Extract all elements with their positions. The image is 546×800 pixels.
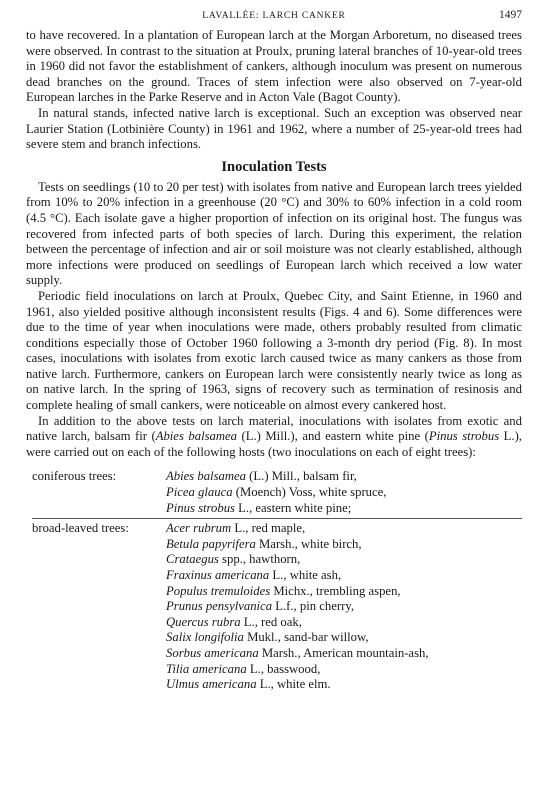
host-list (26, 469, 522, 692)
host-species-item (166, 521, 522, 537)
species-common-name: L., red maple, (231, 521, 306, 536)
host-species-item (166, 568, 522, 584)
text-run: In addition to the above tests on larch material, inoculations with isolates from exotic and native larch, balsam fir ( (26, 413, 522, 444)
species-common-name: L., eastern white pine; (234, 500, 352, 515)
species-name: Acer rubrum (166, 521, 232, 536)
text-run: L.), were carried out on each of the following hosts (two inoculations on each of eight trees): (26, 429, 522, 459)
species-common-name: L., white ash, (269, 568, 342, 582)
species-common-name: spp., hawthorn, (218, 552, 301, 567)
coniferous-label: coniferous trees: (32, 469, 117, 484)
host-species-item (166, 630, 522, 646)
species-name: Sorbus americana (166, 645, 259, 660)
host-species-item (166, 469, 522, 485)
species-name: Crataegus (166, 552, 219, 567)
coniferous-items (166, 469, 522, 516)
host-species-item (166, 501, 522, 517)
species-name: Betula papyrifera (166, 536, 256, 551)
host-species-item (166, 537, 522, 553)
species-name: Fraxinus americana (166, 568, 270, 582)
host-species-item (166, 646, 522, 662)
species-name: Tilia americana (166, 661, 247, 676)
species-common-name: Marsh., white birch, (255, 536, 362, 551)
running-head: LAVALLÉE: LARCH CANKER (202, 11, 346, 21)
paragraph-natural-stands: In natural stands, infected native larch is exceptional. Such an exception was observed near Laurier Station (Lotbinière County) in 1961 and 1962, where a number of 25-year-old trees had severe stem and branch infections. (26, 105, 522, 152)
host-species-item (166, 552, 522, 568)
text-run: (L.) Mill.), and eastern white pine ( (237, 429, 429, 444)
species-name: Pinus strobus (166, 500, 235, 515)
paragraph-plantation-observations: to have recovered. In a plantation of European larch at the Morgan Arboretum, no diseased trees were observed. In contrast to the situation at Proulx, pruning lateral branches of 10-year-old trees in 1960 did not favor the establishment of cankers, although inoculum was present on numerous dead branches on the ground. Traces of stem infection were also observed on 7-year-old European larches in the Parke Reserve and in Acton Vale (Bagot County). (26, 28, 522, 105)
host-species-item (166, 615, 522, 631)
host-species-item (166, 677, 522, 693)
species-name: Picea glauca (166, 485, 233, 500)
species-common-name: Michx., trembling aspen, (270, 583, 401, 598)
species-common-name: L., white elm. (256, 677, 331, 692)
host-species-item (166, 599, 522, 615)
broadleaved-group (26, 521, 522, 693)
species-name: Pinus strobus (428, 429, 500, 444)
species-common-name: L., basswood, (246, 661, 321, 676)
species-name: Abies balsamea (166, 469, 246, 484)
paragraph-seedling-tests: Tests on seedlings (10 to 20 per test) with isolates from native and European larch trees yielded from 10% to 20% infection in a greenhouse (20 °C) and 30% to 60% infection in a cold room (4.5 °C). Each isolate gave a higher proportion of infection on its original host. The fungus was recovered from infected parts of both species of larch. During this experiment, the relation between the percentage of infection and air or soil moisture was not clearly established, although more infections were produced on seedlings of European larch which received a low water supply. (26, 179, 522, 288)
species-name: Populus tremuloides (166, 583, 271, 598)
species-name: Prunus pensylvanica (166, 599, 273, 614)
paragraph-field-inoculations: Periodic field inoculations on larch at Proulx, Quebec City, and Saint Etienne, in 1960 and 1961, also yielded positive although inconsistent results (Figs. 4 and 6). Some differences were due to the time of year when inoculations were made, others probably resulted from climatic conditions especially those of October 1960 following a 3-month dry period (Fig. 8). In most cases, inoculations with isolates from exotic larch caused twice as many cankers as those from native larch. Furthermore, cankers on European larch were consistently nearly twice as long as on native larch. In the spring of 1963, signs of recovery such as termination of resinosis and complete healing of small cankers, were noticeable on almost every cankered host. (26, 288, 522, 413)
species-name: Salix longifolia (166, 630, 244, 645)
species-name: Quercus rubra (166, 614, 241, 629)
host-species-item (166, 584, 522, 600)
broadleaved-label: broad-leaved trees: (32, 521, 129, 536)
section-heading: Inoculation Tests (221, 158, 327, 175)
species-common-name: (Moench) Voss, white spruce, (232, 485, 387, 500)
species-name: Ulmus americana (166, 677, 257, 692)
host-species-item (166, 485, 522, 501)
page-header (26, 0, 522, 28)
divider-line (32, 518, 522, 519)
paragraph-other-hosts (26, 414, 522, 461)
page-number: 1497 (499, 9, 522, 21)
species-common-name: Mukl., sand-bar willow, (243, 630, 369, 645)
host-species-item (166, 662, 522, 678)
species-common-name: L., red oak, (240, 614, 302, 629)
species-common-name: L.f., pin cherry, (272, 599, 355, 614)
broadleaved-items (166, 521, 522, 693)
species-common-name: (L.) Mill., balsam fir, (246, 469, 357, 484)
species-name: Abies balsamea (155, 429, 238, 444)
species-common-name: Marsh., American mountain-ash, (258, 645, 429, 660)
coniferous-group (26, 469, 522, 516)
